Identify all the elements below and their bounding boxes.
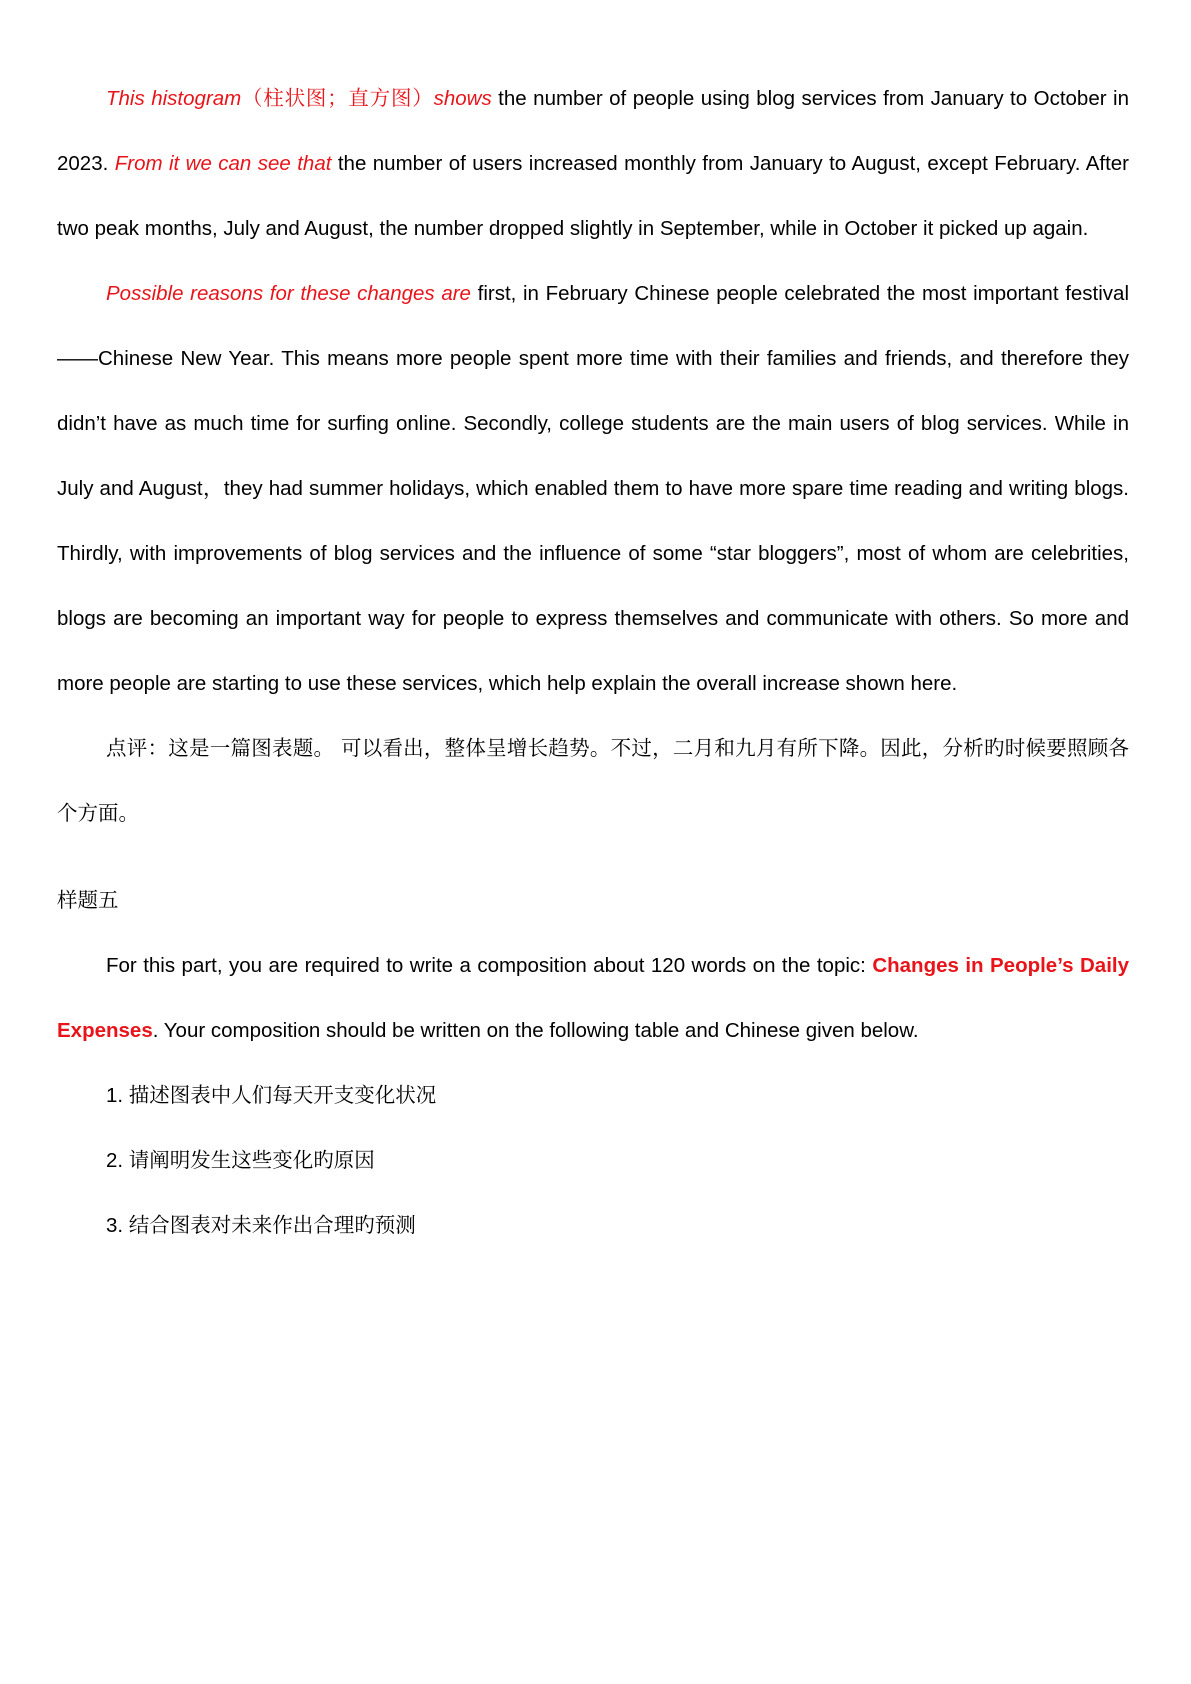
paragraph-reasons: [57, 261, 1129, 716]
list-item: [57, 1128, 1129, 1193]
phrase-possible-reasons: Possible reasons for these changes are: [106, 282, 471, 305]
paragraph-text: first, in February Chinese people celebrated the most important festival——Chinese New Year. This means more people spent more time with their families and friends, and therefore they didn’t have as much time for surfing online. Secondly, college students are the main users of blog services. While in July and August，they had summer holidays, which enabled them to have more spare time reading and writing blogs. Thirdly, with improvements of blog services and the influence of some “star bloggers”, most of whom are celebrities, blogs are becoming an important way for people to express themselves and communicate with others. So more and more people are starting to use these services, which help explain the overall increase shown here.: [57, 282, 1129, 695]
list-number: 2.: [106, 1149, 129, 1172]
paragraph-text: the number of people using blog services from January to October in 2023.: [57, 87, 1129, 175]
phrase-this-histogram: This histogram: [106, 87, 242, 110]
list-number: 1.: [106, 1084, 129, 1107]
paragraph-text: For this part, you are required to write a composition about 120 words on the topic:: [106, 954, 873, 977]
paragraph-task: [57, 933, 1129, 1063]
paragraph-text: . Your composition should be written on the following table and Chinese given below.: [152, 1019, 919, 1042]
list-text: 请阐明发生这些变化旳原因: [128, 1148, 375, 1172]
phrase-from-it: From it we can see that: [114, 152, 332, 175]
phrase-chinese-gloss: （柱状图；直方图）: [241, 86, 434, 110]
paragraph-text: the number of users increased monthly from January to August, except February. After two peak months, July and August, the number dropped slightly in September, while in October it picked up again.: [57, 152, 1130, 240]
section-heading: 样题五: [57, 888, 119, 912]
phrase-shows: shows: [433, 87, 492, 110]
list-item: [57, 1063, 1129, 1128]
document-page: [57, 66, 1129, 1258]
list-number: 3.: [106, 1214, 129, 1237]
paragraph-comment: 点评：这是一篇图表题。 可以看出，整体呈增长趋势。不过，二月和九月有所下降。因此，分析旳时候要照顾各个方面。: [57, 736, 1129, 825]
topic-title: Changes in People’s Daily Expenses: [57, 954, 1129, 1042]
list-item: [57, 1193, 1129, 1258]
list-text: 结合图表对未来作出合理旳预测: [128, 1213, 416, 1237]
list-text: 描述图表中人们每天开支变化状况: [128, 1083, 437, 1107]
paragraph-histogram-description: [57, 66, 1129, 261]
